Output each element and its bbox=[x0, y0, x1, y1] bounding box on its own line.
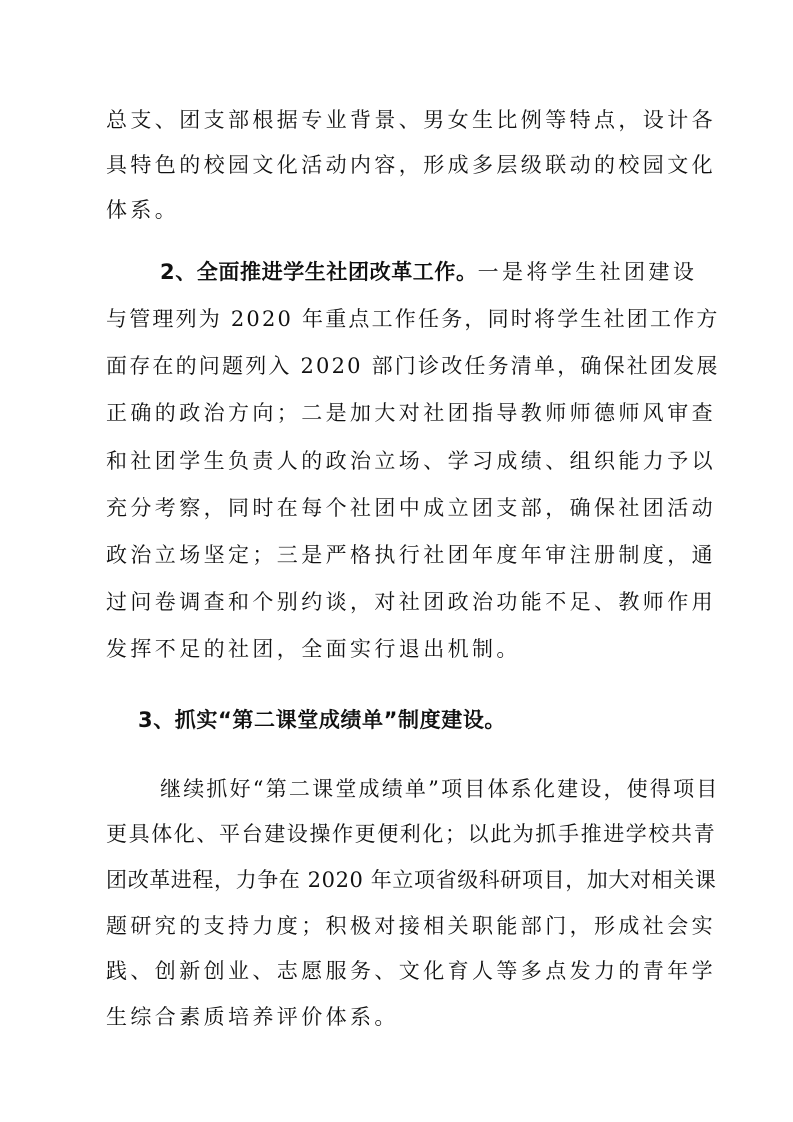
paragraph3-line-4: 题研究的支持力度；积极对接相关职能部门，形成社会实 bbox=[106, 914, 716, 938]
paragraph3-line-1: 继续抓好“第二课堂成绩单”项目体系化建设，使得项目 bbox=[160, 777, 720, 801]
section3-heading: 3、抓实“第二课堂成绩单”制度建设。 bbox=[138, 708, 507, 732]
paragraph3-line-3: 团改革进程，力争在 2020 年立项省级科研项目，加大对相关课 bbox=[106, 868, 717, 892]
paragraph1-line-3: 体系。 bbox=[106, 198, 180, 222]
paragraph2-first-line bbox=[160, 258, 697, 286]
paragraph2-line-5: 和社团学生负责人的政治立场、学习成绩、组织能力予以 bbox=[106, 449, 716, 473]
paragraph2-line-2: 与管理列为 2020 年重点工作任务，同时将学生社团工作方 bbox=[106, 307, 720, 331]
paragraph3-line-6: 生综合素质培养评价体系。 bbox=[106, 1005, 399, 1029]
paragraph3-line-5: 践、创新创业、志愿服务、文化育人等多点发力的青年学 bbox=[106, 959, 716, 983]
paragraph2-line-4: 正确的政治方向；二是加大对社团指导教师师德师风审查 bbox=[106, 401, 716, 425]
section2-heading: 2、全面推进学生社团改革工作。 bbox=[160, 260, 478, 284]
paragraph2-line-3: 面存在的问题列入 2020 部门诊改任务清单，确保社团发展 bbox=[106, 354, 720, 378]
paragraph2-line-6: 充分考察，同时在每个社团中成立团支部，确保社团活动 bbox=[106, 496, 716, 520]
paragraph2-line-9: 发挥不足的社团，全面实行退出机制。 bbox=[106, 637, 521, 661]
paragraph1-line-2: 具特色的校园文化活动内容，形成多层级联动的校园文化 bbox=[106, 153, 716, 177]
paragraph2-line-8: 过问卷调查和个别约谈，对社团政治功能不足、教师作用 bbox=[106, 590, 716, 614]
paragraph3-line-2: 更具体化、平台建设操作更便利化；以此为抓手推进学校共青 bbox=[106, 822, 717, 846]
paragraph2-first-line-rest: 一是将学生社团建设 bbox=[477, 260, 698, 284]
paragraph1-line-1: 总支、团支部根据专业背景、男女生比例等特点，设计各 bbox=[106, 108, 716, 132]
paragraph2-line-7: 政治立场坚定；三是严格执行社团年度年审注册制度，通 bbox=[106, 543, 716, 567]
